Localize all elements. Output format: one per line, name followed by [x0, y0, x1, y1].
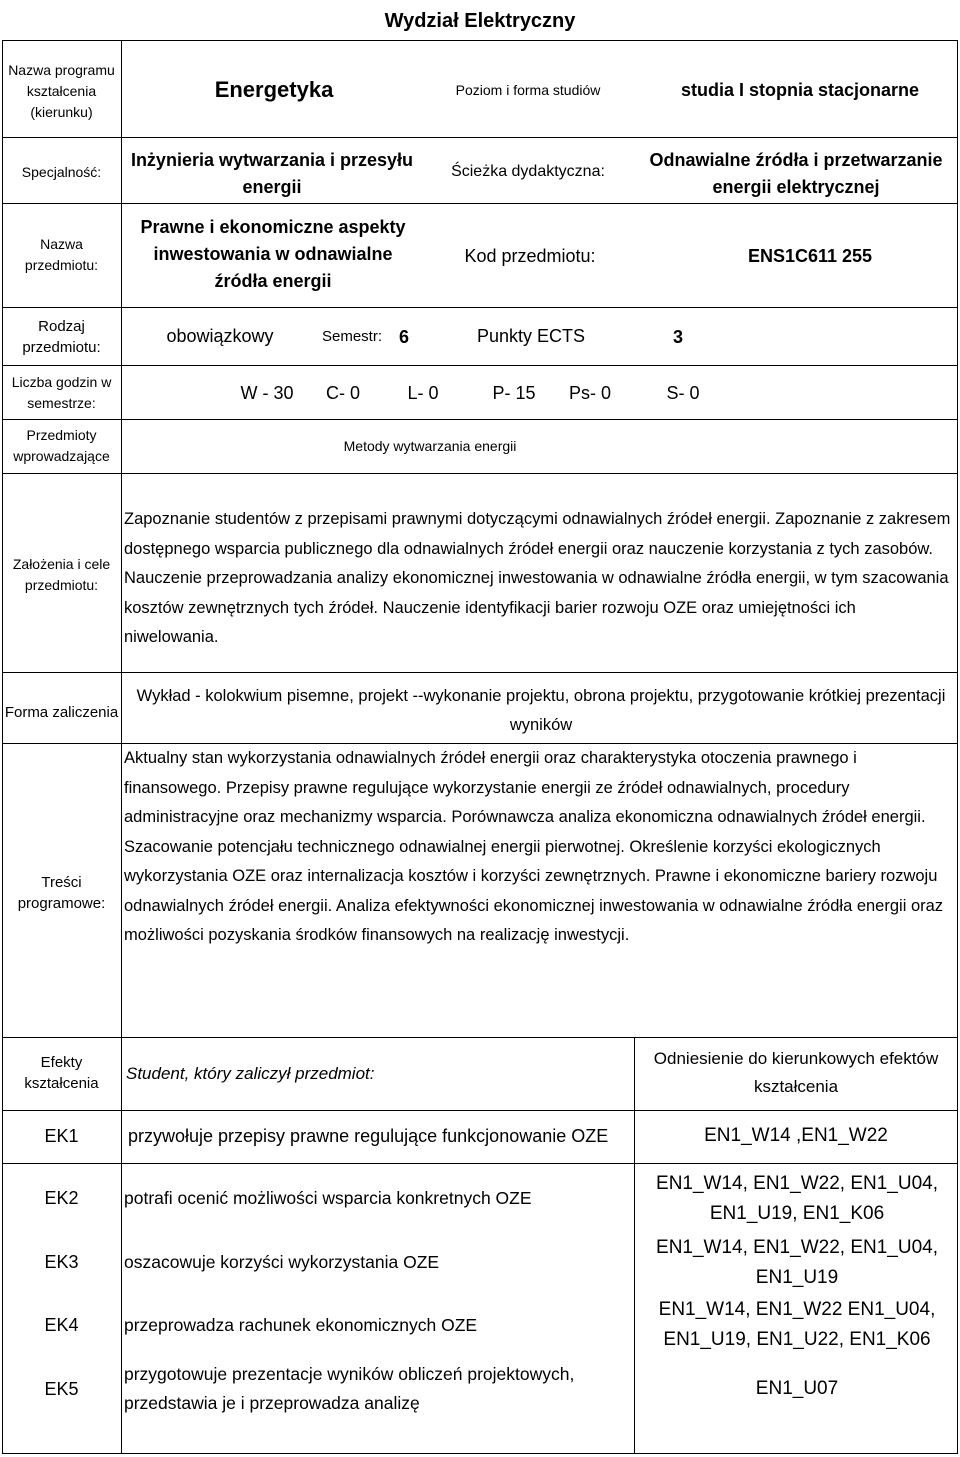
goals-text: Zapoznanie studentów z przepisami prawnymi dotyczącymi odnawialnych źródeł energii. Zapoznanie z zakresem dostępnego wsparcia publicznego dla odnawialnych źródeł energii oraz nauczenie korzystania z tych zasobów. Nauczenie przeprowadzania analizy ekonomicznej inwestowania w odnawialne źródła energii, w tym szacowania kosztów zewnętrznych tych źródeł. Nauczenie identyfikacji barier rozwoju OZE oraz umiejętności ich niwelowania.	[124, 510, 951, 646]
path-value: Odnawialne źródła i przetwarzanie energii elektrycznej	[649, 150, 943, 197]
content-text: Aktualny stan wykorzystania odnawialnych źródeł energii oraz charakterystyka otoczenia prawnego i finansowego. Przepisy prawne regulujące wykorzystanie energii ze źródeł odnawialnych, procedury administracyjne oraz mechanizmy wsparcia. Porównawcza analiza ekonomiczna odnawialnych źródeł energii. Szacowanie potencjału technicznego odnawialnej energii pierwotnej. Określenie korzyści ekologicznych wykorzystania OZE oraz internalizacja kosztów i korzyści zewnętrznych. Prawne i ekonomiczne bariery rozwoju odnawialnych źródeł energii. Analiza efektywności ekonomicznej inwestowania w odnawialne źródła energii oraz możliwości pozyskania środków finansowych na realizację inwestycji.	[124, 749, 944, 944]
outcome-text: przygotowuje prezentacje wyników obliczeń projektowych, przedstawia je i przeprowadza analizę	[124, 1364, 575, 1413]
prerequisites-value: Metody wytwarzania energii	[343, 438, 517, 454]
subject-value: Prawne i ekonomiczne aspekty inwestowania w odnawialne źródła energii	[140, 216, 406, 291]
outcome-code: EK2	[44, 1187, 79, 1208]
program-value: Energetyka	[214, 77, 334, 102]
outcome-code: EK4	[44, 1314, 79, 1335]
level-value: studia I stopnia stacjonarne	[680, 79, 920, 100]
divider-type	[2, 365, 958, 366]
content-label: Treści programowe:	[17, 874, 106, 912]
hours-ps: Ps- 0	[568, 382, 611, 403]
outcome-text: przywołuje przepisy prawne regulujące funkcjonowanie OZE	[128, 1125, 609, 1146]
goals-label: Założenia i cele przedmiotu:	[12, 555, 111, 593]
outcome-text: potrafi ocenić możliwości wsparcia konkretnych OZE	[124, 1187, 532, 1208]
outcome-ref: EN1_U07	[755, 1378, 839, 1399]
outcomes-header-label: Efekty kształcenia	[24, 1054, 99, 1092]
divider-prerequisites	[2, 473, 958, 474]
divider-outcomes-header	[2, 1110, 958, 1111]
outcomes-header-ref: Odniesienie do kierunkowych efektów kształcenia	[653, 1049, 939, 1096]
outcomes-ref-divider	[634, 1037, 635, 1454]
hours-s: S- 0	[666, 382, 700, 403]
type-value: obowiązkowy	[166, 325, 274, 346]
outcome-code: EK5	[44, 1378, 79, 1399]
faculty-title: Wydział Elektryczny	[384, 9, 576, 32]
ects-label: Punkty ECTS	[476, 325, 586, 346]
divider-program	[2, 137, 958, 138]
assessment-text: Wykład - kolokwium pisemne, projekt --wykonanie projektu, obrona projektu, przygotowanie krótkiej prezentacji wyników	[136, 687, 946, 734]
assessment-label: Forma zaliczenia	[4, 703, 119, 721]
path-label: Ścieżka dydaktyczna:	[451, 163, 605, 180]
code-label: Kod przedmiotu:	[464, 245, 596, 266]
type-label: Rodzaj przedmiotu:	[22, 317, 101, 356]
hours-label: Liczba godzin w semestrze:	[11, 373, 112, 411]
subject-label: Nazwa przedmiotu:	[24, 235, 99, 273]
outcome-ref: EN1_W14, EN1_W22 EN1_U04, EN1_U19, EN1_U22, EN1_K06	[658, 1299, 936, 1350]
semester-label: Semestr:	[321, 327, 382, 345]
divider-subject	[2, 307, 958, 308]
ects-value: 3	[672, 326, 683, 347]
outcome-text: oszacowuje korzyści wykorzystania OZE	[124, 1251, 440, 1272]
outcomes-header-student: Student, który zaliczył przedmiot:	[126, 1064, 375, 1083]
hours-l: L- 0	[407, 382, 439, 403]
outcome-code: EK1	[44, 1125, 79, 1146]
level-label: Poziom i forma studiów	[455, 82, 601, 98]
divider-goals	[2, 672, 958, 673]
outcome-text: przeprowadza rachunek ekonomicznych OZE	[124, 1314, 478, 1335]
hours-c: C- 0	[325, 382, 360, 403]
outcome-code: EK3	[44, 1251, 79, 1272]
divider-specialty	[2, 203, 958, 204]
specialty-value: Inżynieria wytwarzania i przesyłu energii	[130, 150, 414, 197]
outcome-ref: EN1_W14 ,EN1_W22	[704, 1125, 888, 1146]
label-column-divider	[121, 40, 122, 1454]
hours-p: P- 15	[492, 382, 536, 403]
divider-ek1	[2, 1163, 958, 1164]
divider-hours	[2, 419, 958, 420]
specialty-label: Specjalność:	[21, 164, 102, 180]
prerequisites-label: Przedmioty wprowadzające	[13, 426, 110, 464]
outcome-ref: EN1_W14, EN1_W22, EN1_U04, EN1_U19	[656, 1237, 938, 1288]
outcome-ref: EN1_W14, EN1_W22, EN1_U04, EN1_U19, EN1_K06	[656, 1173, 938, 1224]
semester-value: 6	[398, 326, 409, 347]
program-label: Nazwa programu kształcenia (kierunku)	[8, 61, 115, 120]
divider-content	[2, 1037, 958, 1038]
hours-w: W - 30	[240, 382, 294, 403]
code-value: ENS1C611 255	[747, 245, 873, 266]
